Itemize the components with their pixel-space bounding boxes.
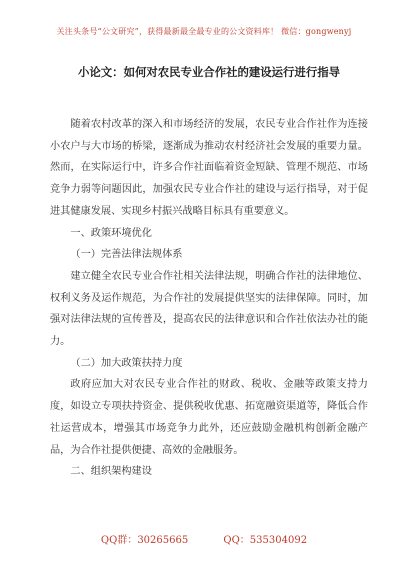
document-body — [50, 64, 368, 483]
document-title: 小论文：如何对农民专业合作社的建设运行进行指导 — [78, 65, 340, 79]
subsection-1-paragraph: 建立健全农民专业合作社相关法律法规，明确合作社的法律地位、权利义务及运作规范，为合作社的发展提供坚实的法律保障。同时，加强对法律法规的宣传普及，提高农民的法律意识和合作社依法办社的能力。 — [50, 270, 368, 348]
section-heading-1: 一、政策环境优化 — [70, 227, 152, 239]
subsection-heading-2: （二）加大政策扶持力度 — [70, 357, 183, 369]
footer-qq: QQ：535304092 — [223, 535, 308, 546]
subsection-2-paragraph: 政府应加大对农民专业合作社的财政、税收、金融等政策支持力度，如设立专项扶持资金、提供税收优惠、拓宽融资渠道等，降低合作社运营成本，增强其市场竞争力此外，还应鼓励金融机构创新金融产品，为合作社提供便捷、高效的金融服务。 — [50, 379, 368, 456]
subsection-heading-1: （一）完善法律法规体系 — [70, 249, 183, 261]
section-heading-2: 二、组织架构建设 — [70, 466, 152, 478]
intro-paragraph: 随着农村改革的深入和市场经济的发展，农民专业合作社作为连接小农户与大市场的桥梁，逐渐成为推动农村经济社会发展的重要力量。然而，在实际运行中，许多合作社面临着资金短缺、管理不规范、市场竞争力弱等问题因此，加强农民专业合作社的建设与运行指导，对于促进其健康发展、实现乡村振兴战略目标具有重要意义。 — [50, 119, 368, 217]
footer-qq-group: QQ群：30265665 — [100, 535, 189, 546]
footer-contact — [0, 531, 408, 546]
header-banner: 关注头条号“公文研究”，获得最新最全最专业的公文资料库！ 微信：gongwenyj — [56, 27, 352, 36]
